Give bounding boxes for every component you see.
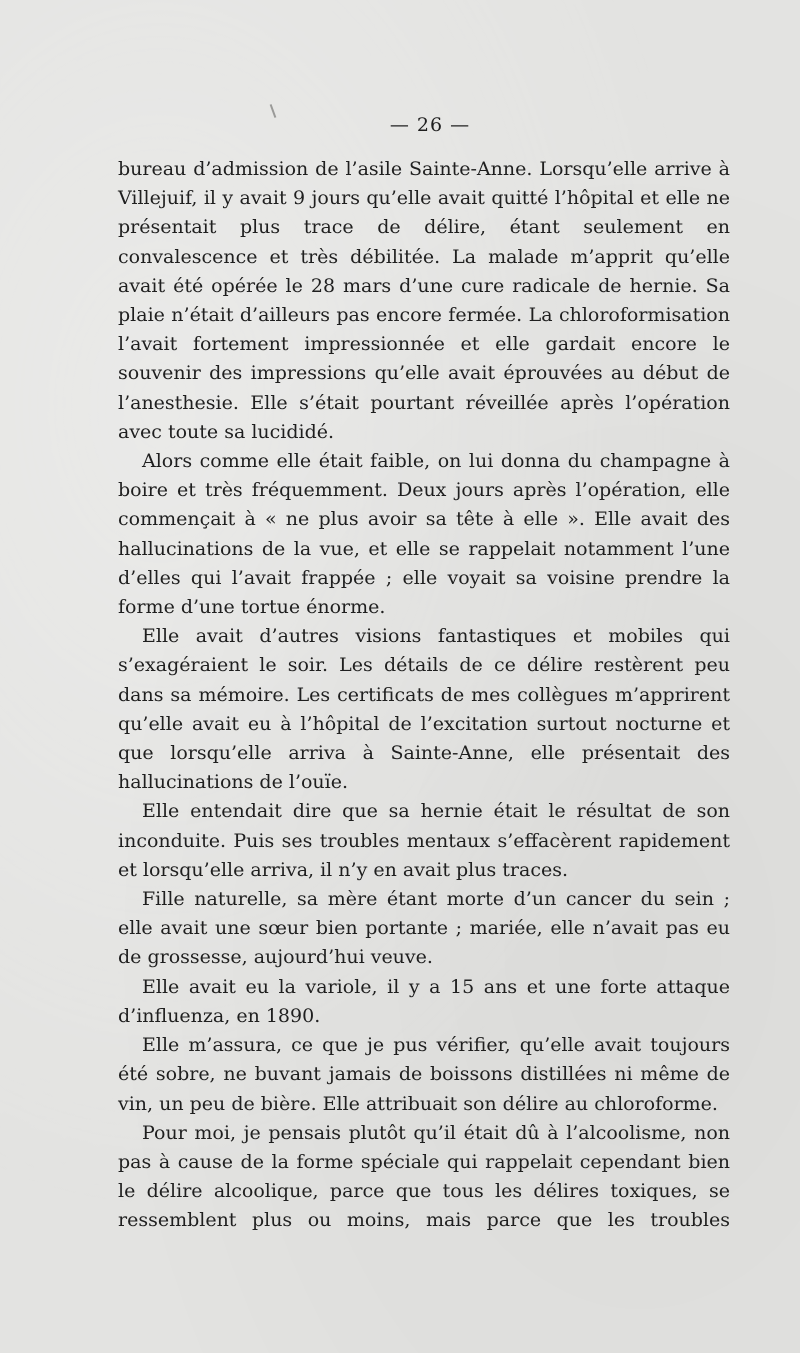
body-text — [118, 155, 730, 1236]
page-number: — 26 — — [389, 114, 471, 136]
paragraph-7: Elle m’assura, ce que je pus vérifier, qu’elle avait toujours été sobre, ne buvant jamais de boissons distillées ni même de vin, un peu de bière. Elle attribuait son délire au chloroforme. — [118, 1034, 730, 1115]
paragraph-6: Elle avait eu la variole, il y a 15 ans et une forte attaque d’influenza, en 1890. — [118, 975, 730, 1027]
paragraph-2: Alors comme elle était faible, on lui donna du champagne à boire et très fréquemment. Deux jours après l’opération, elle commençait à « ne plus avoir sa tête à elle ». Elle avait des hallucinations de la vue, et elle se rappelait notamment l’une d’elles qui l’avait frappée ; elle voyait sa voisine prendre la forme d’une tortue énorme. — [118, 450, 730, 619]
paragraph-3: Elle avait d’autres visions fantastiques et mobiles qui s’exagéraient le soir. Les détails de ce délire restèrent peu dans sa mémoire. Les certificats de mes collègues m’apprirent qu’elle avait eu à l’hôpital de l’excitation surtout nocturne et que lorsqu’elle arriva à Sainte-Anne, elle présentait des hallucinations de l’ouïe. — [118, 625, 730, 794]
paragraph-1: bureau d’admission de l’asile Sainte-Anne. Lorsqu’elle arrive à Villejuif, il y avait 9 jours qu’elle avait quitté l’hôpital et elle ne présentait plus trace de délire, étant seulement en convalescence et très débilitée. La malade m’apprit qu’elle avait été opérée le 28 mars d’une cure radicale de hernie. Sa plaie n’était d’ailleurs pas encore fermée. La chloroformisation l’avait fortement impressionnée et elle gardait encore le souvenir des impressions qu’elle avait éprouvées au début de l’anesthesie. Elle s’était pourtant réveillée après l’opération avec toute sa lucididé. — [118, 158, 730, 443]
paragraph-5: Fille naturelle, sa mère étant morte d’un cancer du sein ; elle avait une sœur bien portante ; mariée, elle n’avait pas eu de grossesse, aujourd’hui veuve. — [118, 888, 730, 969]
paragraph-8: Pour moi, je pensais plutôt qu’il était dû à l’alcoolisme, non pas à cause de la forme spéciale qui rappelait cependant bien le délire alcoolique, parce que tous les délires toxiques, se ressemblent plus ou moins, mais parce que les troubles — [118, 1121, 730, 1232]
paragraph-4: Elle entendait dire que sa hernie était le résultat de son inconduite. Puis ses troubles mentaux s’effacèrent rapidement et lorsqu’elle arriva, il n’y en avait plus traces. — [118, 800, 730, 881]
